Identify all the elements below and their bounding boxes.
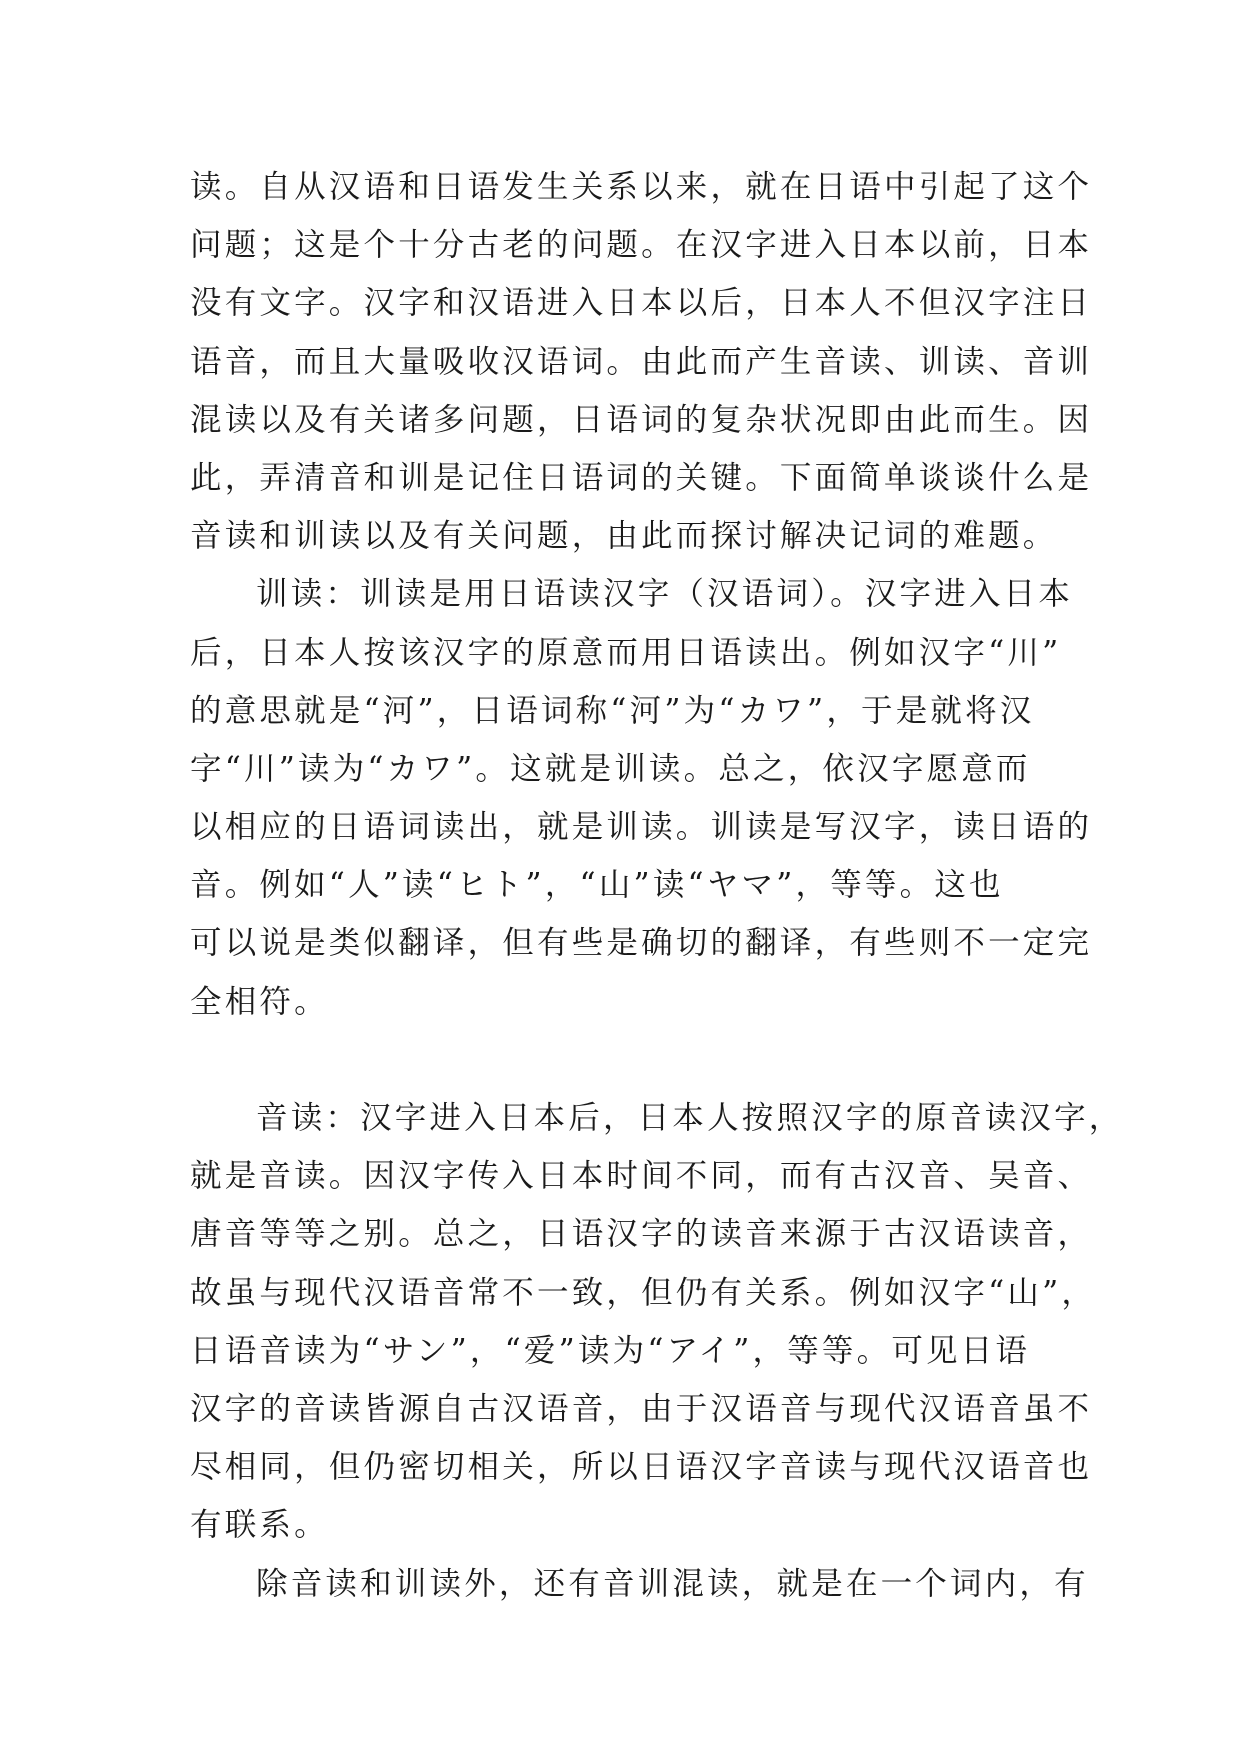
document-body [190,158,1124,1613]
text-line: 语音，而且大量吸收汉语词。由此而产生音读、训读、音训 [190,343,1093,380]
text-line: 故虽与现代汉语音常不一致，但仍有关系。例如汉字“山”， [190,1274,1097,1311]
text-line: 混读以及有关诸多问题，日语词的复杂状况即由此而生。因 [190,401,1093,438]
text-line: 有联系。 [190,1507,329,1544]
text-line-indented: 除音读和训读外，还有音训混读，就是在一个词内，有 [256,1565,1089,1602]
text-line: 字“川”读为“カワ”。这就是训读。总之，依汉字愿意而 [190,750,1031,787]
text-line: 可以说是类似翻译，但有些是确切的翻译，有些则不一定完 [190,925,1093,962]
text-line: 此，弄清音和训是记住日语词的关键。下面简单谈谈什么是 [190,459,1093,496]
text-line: 就是音读。因汉字传入日本时间不同，而有古汉音、吴音、 [190,1158,1093,1195]
text-line: 后，日本人按该汉字的原意而用日语读出。例如汉字“川” [190,634,1062,671]
text-line [190,1031,1070,1089]
text-line: 以相应的日语词读出，就是训读。训读是写汉字，读日语的 [190,809,1093,846]
text-line: 问题；这是个十分古老的问题。在汉字进入日本以前，日本 [190,227,1093,264]
text-line: 没有文字。汉字和汉语进入日本以后，日本人不但汉字注日 [190,285,1093,322]
text-line-indented: 音读：汉字进入日本后，日本人按照汉字的原音读汉字， [256,1100,1124,1136]
text-line: 音读和训读以及有关问题，由此而探讨解决记词的难题。 [190,518,1058,555]
text-line-indented: 训读：训读是用日语读汉字（汉语词）。汉字进入日本 [256,576,1074,613]
paragraph-on-reading [190,1089,1124,1555]
text-line: 的意思就是“河”，日语词称“河”为“カワ”，于是就将汉 [190,692,1035,729]
text-line: 读。自从汉语和日语发生关系以来，就在日语中引起了这个 [190,169,1093,205]
text-line: 全相符。 [190,983,329,1020]
paragraph-kun-reading [190,565,1093,1089]
text-line: 音。例如“人”读“ヒト”，“山”读“ヤマ”，等等。这也 [190,867,1004,904]
text-line: 日语音读为“サン”，“爱”读为“アイ”，等等。可见日语 [190,1332,1031,1369]
paragraph-mixed-reading [190,1555,1089,1613]
paragraph-intro [190,158,1093,565]
text-line: 汉字的音读皆源自古汉语音，由于汉语音与现代汉语音虽不 [190,1390,1093,1427]
text-line: 唐音等等之别。总之，日语汉字的读音来源于古汉语读音， [190,1216,1093,1253]
text-line: 尽相同，但仍密切相关，所以日语汉字音读与现代汉语音也 [190,1449,1093,1486]
